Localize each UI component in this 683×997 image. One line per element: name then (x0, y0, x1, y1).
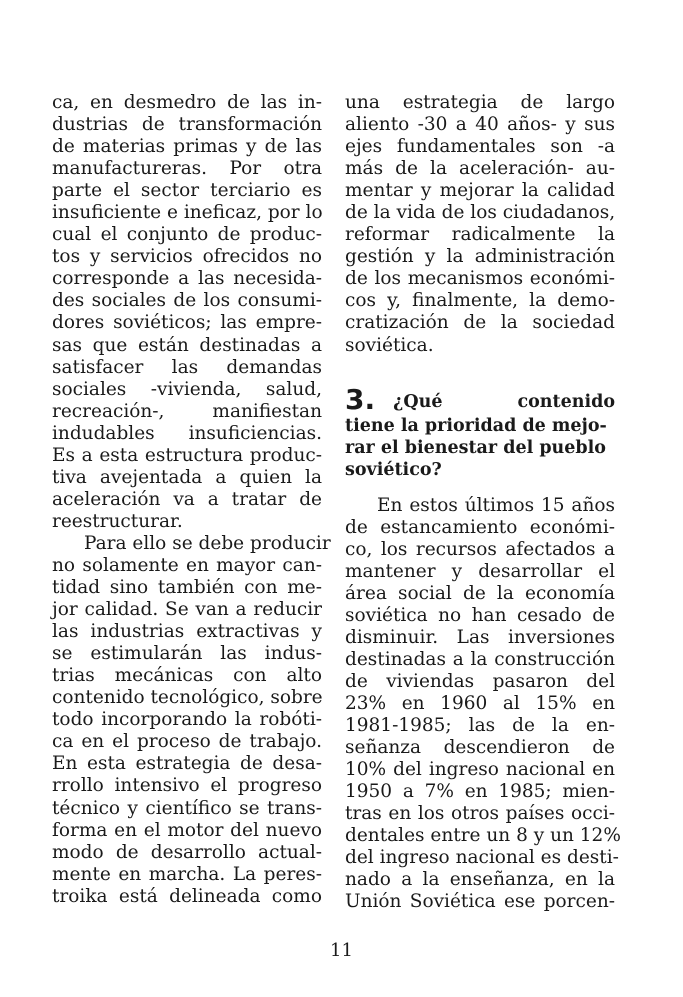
section-heading-text-1: ¿Qué contenido (393, 391, 615, 412)
left-column (52, 92, 331, 908)
text-line: del ingreso nacional es desti- (345, 847, 619, 869)
text-line: indudables insuficiencias. (52, 422, 322, 444)
text-line: des sociales de los consumi- (52, 290, 322, 312)
text-line: tos y servicios ofrecidos no (52, 246, 322, 268)
text-line: destinadas a la construcción (345, 648, 615, 670)
text-line: una estrategia de largo (345, 92, 615, 113)
section-heading-line-3: rar el bienestar del pueblo (345, 437, 606, 458)
text-line: satisfacer las demandas (52, 356, 322, 378)
text-line: manufactureras. Por otra (52, 158, 322, 180)
text-line: no solamente en mayor can- (52, 554, 322, 576)
text-line: mantener y desarrollar el (345, 560, 615, 582)
text-line: reestructurar. (52, 510, 183, 532)
text-line: reformar radicalmente la (345, 224, 615, 246)
text-line: corresponde a las necesida- (52, 268, 322, 290)
text-line: ca en el proceso de trabajo. (52, 731, 322, 753)
text-line: más de la aceleración- au- (345, 158, 615, 180)
text-line: de la vida de los ciudadanos, (345, 202, 616, 224)
text-line: troika está delineada como (52, 885, 322, 907)
text-line: 10% del ingreso nacional en (345, 759, 615, 781)
section-heading-line-4: soviético? (345, 459, 442, 480)
text-line: recreación-, manifiestan (52, 400, 322, 422)
text-line: ejes fundamentales son -a (345, 136, 615, 158)
text-line: sas que están destinadas a (52, 334, 322, 356)
text-line: de materias primas y de las (52, 136, 322, 158)
text-line: dores soviéticos; las empre- (52, 312, 322, 334)
text-line: En esta estrategia de desa- (52, 753, 322, 775)
right-column-bottom-paragraph (345, 494, 621, 914)
text-line: cual el conjunto de produc- (52, 224, 322, 246)
text-line: ca, en desmedro de las in- (52, 92, 322, 113)
text-line: dentales entre un 8 y un 12% (345, 825, 621, 847)
text-line: 1950 a 7% en 1985; mien- (345, 781, 615, 803)
section-heading-line-2: tiene la prioridad de mejo- (345, 415, 607, 436)
text-line: forma en el motor del nuevo (52, 819, 322, 841)
text-line: disminuir. Las inversiones (345, 626, 615, 648)
text-line: gestión y la administración (345, 246, 615, 268)
text-line: soviética. (345, 334, 434, 356)
section-heading-line-1 (345, 382, 615, 416)
text-line: tidad sino también con me- (52, 577, 322, 599)
text-line: tras en los otros países occi- (345, 803, 615, 825)
text-line: aceleración va a tratar de (52, 488, 322, 510)
text-line: cos y, finalmente, la demo- (345, 290, 615, 312)
text-line: Para ello se debe producir (84, 532, 331, 554)
right-column-top-paragraph (345, 92, 615, 357)
text-line: co, los recursos afectados a (345, 538, 615, 560)
page-number: 11 (330, 940, 353, 961)
text-line: dustrias de transformación (52, 114, 322, 136)
text-line: todo incorporando la robóti- (52, 709, 322, 731)
text-line: señanza descendieron de (345, 737, 615, 759)
text-line: aliento -30 a 40 años- y sus (345, 114, 615, 136)
text-line: mente en marcha. La peres- (52, 863, 322, 885)
text-line: sociales -vivienda, salud, (52, 378, 322, 400)
text-line: trias mecánicas con alto (52, 665, 322, 687)
text-line: rrollo intensivo el progreso (52, 775, 322, 797)
text-line: insuficiente e ineficaz, por lo (52, 202, 323, 224)
text-line: de viviendas pasaron del (345, 670, 615, 692)
text-line: contenido tecnológico, sobre (52, 687, 323, 709)
text-line: de los mecanismos económi- (345, 268, 615, 290)
text-line: 1981-1985; las de la en- (345, 715, 615, 737)
text-line: soviética no han cesado de (345, 604, 615, 626)
text-line: nado a la enseñanza, en la (345, 869, 615, 891)
text-line: técnico y científico se trans- (52, 797, 322, 819)
text-line: jor calidad. Se van a reducir (52, 599, 322, 621)
text-line: se estimularán las indus- (52, 643, 322, 665)
text-line: cratización de la sociedad (345, 312, 615, 334)
text-line: 23% en 1960 al 15% en (345, 692, 615, 714)
text-line: modo de desarrollo actual- (52, 841, 322, 863)
text-line: parte el sector terciario es (52, 180, 322, 202)
right-column (345, 92, 621, 913)
text-line: Es a esta estructura produc- (52, 444, 322, 466)
text-line: de estancamiento económi- (345, 516, 615, 538)
text-line: Unión Soviética ese porcen- (345, 891, 615, 913)
text-line: las industrias extractivas y (52, 621, 322, 643)
section-heading (345, 382, 615, 481)
text-line: mentar y mejorar la calidad (345, 180, 615, 202)
section-number: 3. (345, 382, 376, 416)
text-line: tiva avejentada a quien la (52, 466, 322, 488)
text-line: En estos últimos 15 años (377, 494, 615, 516)
text-line: área social de la economía (345, 582, 615, 604)
